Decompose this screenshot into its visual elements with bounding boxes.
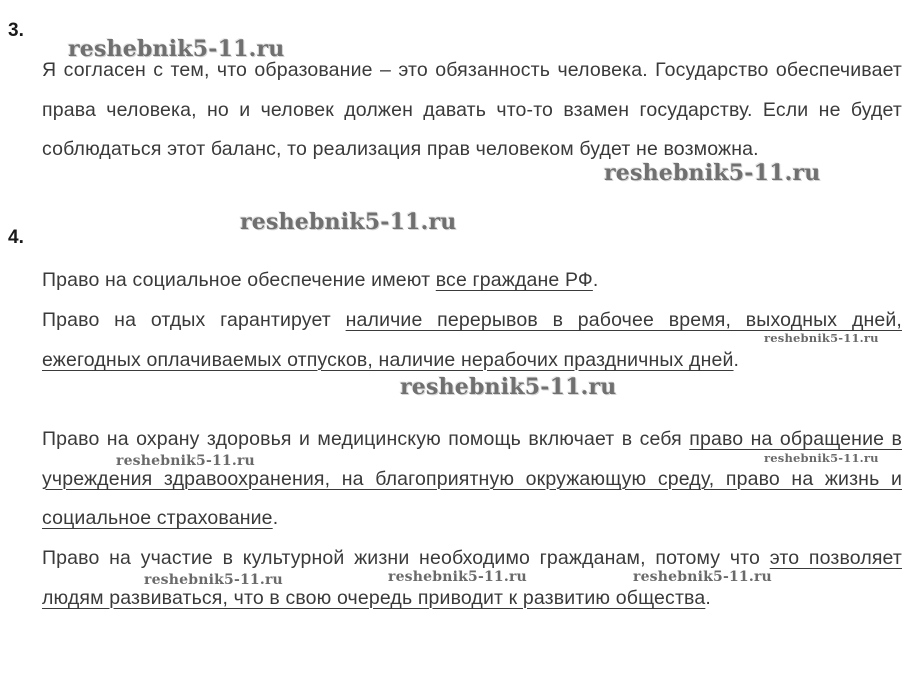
paragraph-text: Право на участие в культурной жизни необходимо гражданам, потому что xyxy=(42,547,770,569)
section-number-3: 3. xyxy=(8,20,24,41)
underlined-answer: все граждане РФ xyxy=(435,269,593,291)
section-3-text: Я согласен с тем, что образование – это обязанность человека. Государство обеспечивает права человека, но и человек должен давать что-то взамен государству. Если не будет соблюдаться этот баланс, то реализация прав человеком будет не возможна. xyxy=(42,59,902,160)
watermark-logo: reshebnik5-11.ru xyxy=(764,331,879,345)
watermark-logo: reshebnik5-11.ru xyxy=(240,209,457,235)
section-number-4: 4. xyxy=(8,227,24,248)
underlined-answer: это позволяет людям развиваться, что в свою очередь приводит к развитию общества xyxy=(42,547,902,609)
watermark-logo: reshebnik5-11.ru xyxy=(144,572,283,588)
underlined-answer: наличие перерывов в рабочее время, выходных дней, ежегодных оплачиваемых отпусков, наличие нерабочих праздничных дней xyxy=(42,309,902,371)
underlined-answer: право на обращение в учреждения здравоохранения, на благоприятную окружающую среду, право на жизнь и социальное страхование xyxy=(42,428,903,529)
paragraph-end: . xyxy=(733,348,740,371)
paragraph-text: Право на охрану здоровья и медицинскую помощь включает в себя xyxy=(42,428,690,450)
paragraph-end: . xyxy=(705,586,711,609)
watermark-logo: reshebnik5-11.ru xyxy=(68,36,285,62)
paragraph-text: Право на отдых гарантирует xyxy=(42,309,346,331)
paragraph-text: Право на социальное обеспечение имеют xyxy=(42,269,436,291)
watermark-logo: reshebnik5-11.ru xyxy=(764,451,879,465)
paragraph-end: . xyxy=(592,269,599,291)
watermark-logo: reshebnik5-11.ru xyxy=(388,569,527,585)
paragraph-health-care xyxy=(42,420,902,539)
watermark-logo: reshebnik5-11.ru xyxy=(604,160,821,186)
watermark-logo: reshebnik5-11.ru xyxy=(633,569,772,585)
paragraph-end: . xyxy=(272,507,279,529)
watermark-logo: reshebnik5-11.ru xyxy=(116,453,255,469)
paragraph-social-security xyxy=(42,261,902,301)
watermark-logo: reshebnik5-11.ru xyxy=(400,374,617,400)
